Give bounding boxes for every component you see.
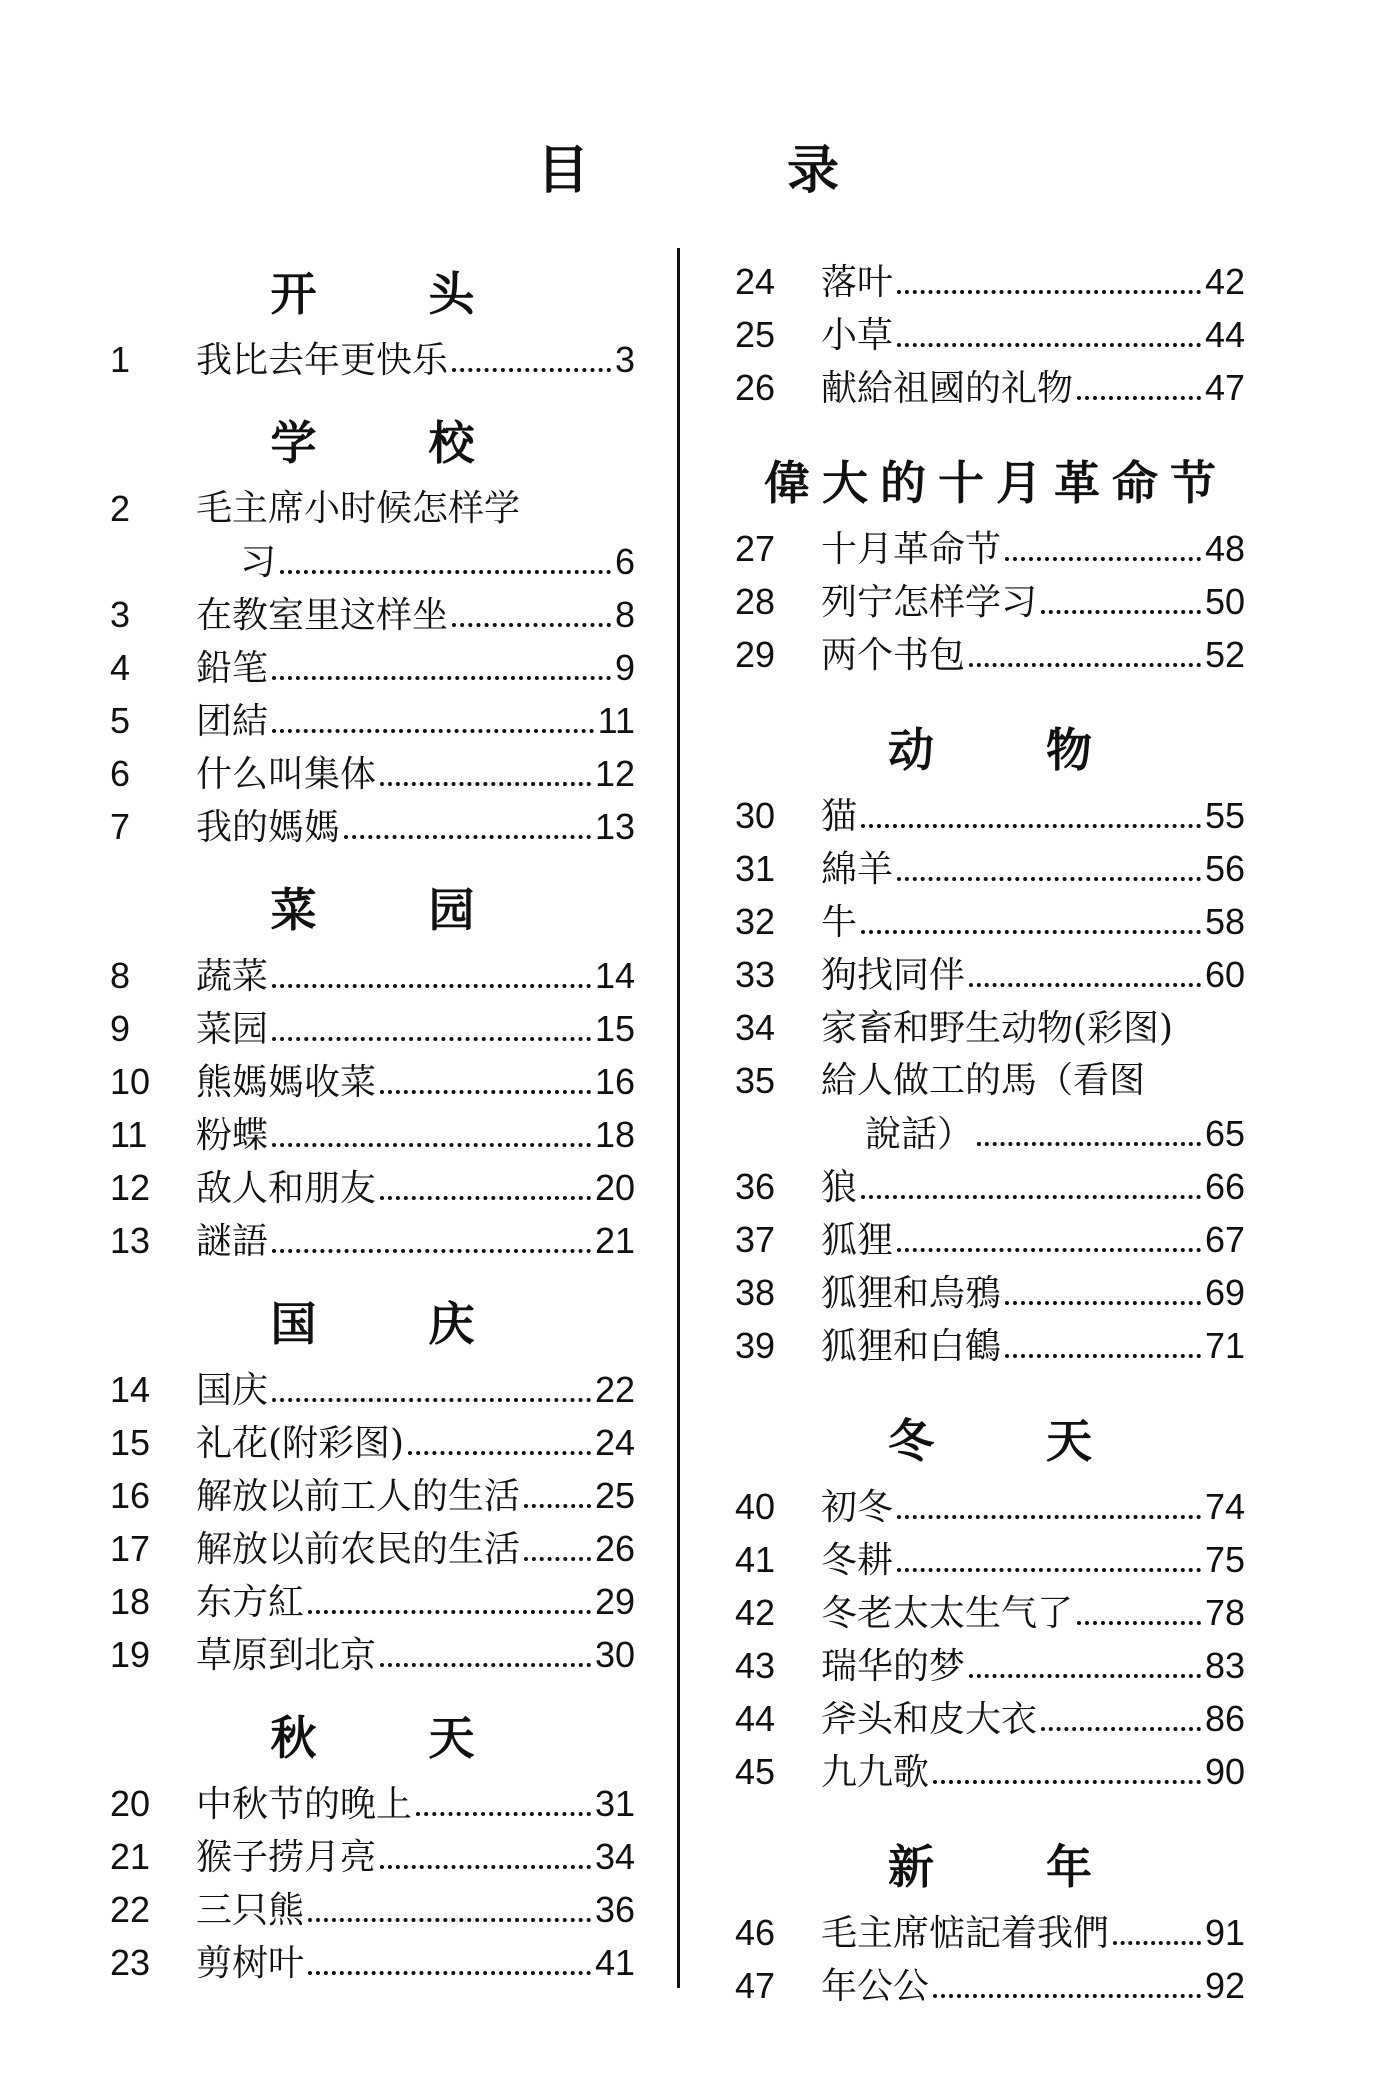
toc-leader-dots	[380, 1663, 591, 1667]
toc-entry-number: 18	[110, 1581, 151, 1622]
toc-leader-dots	[977, 1142, 1201, 1146]
section-gap	[735, 414, 1245, 444]
toc-leader-dots	[524, 1557, 591, 1561]
toc-leader-dots	[272, 1143, 591, 1147]
section-heading: 国 庆	[270, 1297, 523, 1351]
toc-entry-page: 14	[594, 955, 635, 996]
toc-entry-title: 在教室里这样坐	[196, 595, 449, 636]
toc-entry-page: 36	[594, 1889, 635, 1930]
toc-entry-title-continued: 說話）	[865, 1114, 974, 1155]
toc-entry-number: 24	[735, 261, 776, 302]
toc-leader-dots	[897, 877, 1201, 881]
toc-entry-page: 18	[594, 1114, 635, 1155]
toc-entry-title: 列宁怎样学习	[821, 582, 1038, 623]
toc-entry-number: 19	[110, 1634, 151, 1675]
toc-entry	[110, 1575, 635, 1628]
toc-entry-title: 猴子捞月亮	[196, 1837, 377, 1878]
toc-entry	[110, 1416, 635, 1469]
toc-entry-title: 瑞华的梦	[821, 1646, 966, 1687]
left-column	[110, 255, 635, 1989]
toc-entry-page: 52	[1204, 634, 1245, 675]
toc-entry-page: 69	[1204, 1272, 1245, 1313]
toc-entry-page: 3	[614, 339, 635, 380]
toc-entry-title: 狐狸	[821, 1220, 894, 1261]
toc-entry-title: 狼	[821, 1167, 858, 1208]
toc-entry-page: 13	[594, 806, 635, 847]
toc-entry-number: 7	[110, 806, 131, 847]
toc-entry-title: 什么叫集体	[196, 754, 377, 795]
toc-leader-dots	[933, 1780, 1201, 1784]
toc-entry-title: 毛主席小时候怎样学	[196, 488, 521, 529]
toc-entry-page: 74	[1204, 1486, 1245, 1527]
toc-leader-dots	[897, 1515, 1201, 1519]
toc-leader-dots	[452, 368, 611, 372]
toc-entry-title: 落叶	[821, 262, 894, 303]
toc-entry-number: 38	[735, 1272, 776, 1313]
toc-entry-title: 九九歌	[821, 1752, 930, 1793]
toc-entry-title: 十月革命节	[821, 529, 1002, 570]
toc-entry-title: 三只熊	[196, 1890, 305, 1931]
toc-entry-number: 13	[110, 1220, 151, 1261]
toc-entry-title: 狐狸和烏鴉	[821, 1273, 1002, 1314]
section-heading: 秋 天	[270, 1711, 523, 1765]
toc-entry-page: 90	[1204, 1751, 1245, 1792]
toc-leader-dots	[408, 1451, 591, 1455]
toc-leader-dots	[272, 1398, 591, 1402]
toc-entry-page: 8	[614, 594, 635, 635]
toc-entry-number: 40	[735, 1486, 776, 1527]
section-heading: 偉大的十月革命节	[764, 456, 1228, 510]
toc-entry	[735, 1266, 1245, 1319]
toc-entry	[110, 694, 635, 747]
toc-entry-page: 55	[1204, 795, 1245, 836]
toc-entry	[110, 1363, 635, 1416]
section-gap	[110, 386, 635, 404]
toc-entry-title: 解放以前农民的生活	[196, 1529, 521, 1570]
toc-entry-number: 45	[735, 1751, 776, 1792]
toc-entry-title: 中秋节的晚上	[196, 1784, 413, 1825]
toc-leader-dots	[897, 1248, 1201, 1252]
toc-leader-dots	[897, 343, 1201, 347]
toc-entry-number: 12	[110, 1167, 151, 1208]
toc-entry-page: 71	[1204, 1325, 1245, 1366]
toc-entry-page: 50	[1204, 581, 1245, 622]
toc-leader-dots	[380, 1196, 591, 1200]
toc-entry	[735, 789, 1245, 842]
toc-entry-title: 两个书包	[821, 635, 966, 676]
toc-leader-dots	[1005, 1301, 1201, 1305]
section-heading: 开 头	[270, 267, 523, 321]
toc-entry-number: 29	[735, 634, 776, 675]
toc-leader-dots	[897, 1568, 1201, 1572]
toc-entry-number: 25	[735, 314, 776, 355]
toc-entry-number: 31	[735, 848, 776, 889]
toc-entry-title: 斧头和皮大衣	[821, 1699, 1038, 1740]
toc-leader-dots	[308, 1918, 591, 1922]
toc-entry-title: 献給祖國的礼物	[821, 368, 1074, 409]
toc-leader-dots	[272, 1249, 591, 1253]
toc-entry-title: 給人做工的馬（看图	[821, 1060, 1146, 1101]
toc-entry-number: 21	[110, 1836, 151, 1877]
toc-entry-number: 15	[110, 1422, 151, 1463]
toc-entry	[735, 948, 1245, 1001]
toc-entry-number: 9	[110, 1008, 131, 1049]
toc-leader-dots	[452, 623, 611, 627]
toc-entry	[735, 522, 1245, 575]
toc-entry	[110, 747, 635, 800]
toc-entry-title: 冬老太太生气了	[821, 1593, 1074, 1634]
toc-entry-number: 30	[735, 795, 776, 836]
toc-entry	[110, 1161, 635, 1214]
toc-entry-number: 43	[735, 1645, 776, 1686]
toc-entry-title: 我比去年更快乐	[196, 340, 449, 381]
toc-entry-line	[735, 1107, 1245, 1160]
toc-entry-number: 28	[735, 581, 776, 622]
toc-entry	[110, 1108, 635, 1161]
toc-leader-dots	[1041, 610, 1201, 614]
toc-leader-dots	[272, 984, 591, 988]
section-gap	[110, 1267, 635, 1285]
toc-entry-number: 14	[110, 1369, 151, 1410]
toc-entry	[735, 361, 1245, 414]
toc-entry	[110, 641, 635, 694]
toc-entry-page: 44	[1204, 314, 1245, 355]
toc-entry-title-continued: 习	[240, 542, 277, 583]
toc-entry	[110, 333, 635, 386]
right-column	[735, 255, 1245, 2012]
section-heading: 学 校	[270, 416, 523, 470]
toc-entry-number: 47	[735, 1965, 776, 2006]
toc-entry	[735, 1692, 1245, 1745]
toc-leader-dots	[1113, 1941, 1201, 1945]
toc-entry-title: 毛主席惦記着我們	[821, 1913, 1110, 1954]
section-gap	[735, 681, 1245, 711]
toc-entry	[735, 308, 1245, 361]
toc-entry	[735, 1213, 1245, 1266]
toc-entry-number: 33	[735, 954, 776, 995]
section-gap	[735, 1372, 1245, 1402]
toc-entry-page: 66	[1204, 1166, 1245, 1207]
toc-entry-page: 65	[1204, 1113, 1245, 1154]
toc-leader-dots	[1005, 1354, 1201, 1358]
toc-leader-dots	[1077, 396, 1201, 400]
toc-entry-page: 86	[1204, 1698, 1245, 1739]
toc-leader-dots	[416, 1812, 591, 1816]
section-gap	[110, 853, 635, 871]
toc-entry-title: 剪树叶	[196, 1943, 305, 1984]
toc-entry-title: 蔬菜	[196, 956, 269, 997]
toc-entry	[110, 1055, 635, 1108]
toc-entry	[735, 1959, 1245, 2012]
toc-entry-page: 58	[1204, 901, 1245, 942]
toc-entry-page: 78	[1204, 1592, 1245, 1633]
toc-entry-number: 8	[110, 955, 131, 996]
toc-leader-dots	[380, 782, 591, 786]
toc-leader-dots	[344, 835, 591, 839]
toc-leader-dots	[861, 930, 1201, 934]
toc-entry-title: 菜园	[196, 1009, 269, 1050]
page-title: 目 录	[536, 140, 930, 201]
toc-entry	[735, 628, 1245, 681]
toc-entry	[110, 1628, 635, 1681]
toc-entry-number: 42	[735, 1592, 776, 1633]
toc-entry	[110, 1214, 635, 1267]
toc-entry-number: 11	[110, 1114, 148, 1155]
toc-entry-title: 家畜和野生动物(彩图)	[821, 1008, 1174, 1049]
toc-entry-title: 牛	[821, 902, 858, 943]
toc-entry	[110, 1830, 635, 1883]
toc-entry-page: 92	[1204, 1965, 1245, 2006]
toc-entry-page: 56	[1204, 848, 1245, 889]
toc-entry	[735, 1001, 1245, 1054]
toc-entry-number: 44	[735, 1698, 776, 1739]
toc-leader-dots	[272, 676, 611, 680]
toc-entry-page: 41	[594, 1942, 635, 1983]
toc-leader-dots	[380, 1090, 591, 1094]
toc-entry-page: 25	[594, 1475, 635, 1516]
toc-entry-page: 83	[1204, 1645, 1245, 1686]
toc-entry-page: 48	[1204, 528, 1245, 569]
toc-entry-number: 26	[735, 367, 776, 408]
toc-entry-page: 47	[1204, 367, 1245, 408]
toc-entry-page: 9	[614, 647, 635, 688]
toc-entry	[110, 1883, 635, 1936]
toc-entry-number: 46	[735, 1912, 776, 1953]
toc-entry-title: 礼花(附彩图)	[196, 1423, 405, 1464]
toc-entry-title: 狗找同伴	[821, 955, 966, 996]
section-gap	[110, 1681, 635, 1699]
toc-leader-dots	[861, 1195, 1201, 1199]
toc-entry	[735, 575, 1245, 628]
section-heading: 冬 天	[887, 1414, 1140, 1468]
toc-entry-page: 6	[614, 541, 635, 582]
toc-leader-dots	[1077, 1621, 1201, 1625]
toc-entry-number: 1	[110, 339, 131, 380]
toc-leader-dots	[969, 983, 1201, 987]
toc-entry-title: 团結	[196, 701, 269, 742]
toc-entry	[735, 842, 1245, 895]
toc-entry-page: 29	[594, 1581, 635, 1622]
toc-entry-number: 4	[110, 647, 131, 688]
toc-entry-page: 22	[594, 1369, 635, 1410]
toc-entry-page: 24	[594, 1422, 635, 1463]
section-gap	[735, 1798, 1245, 1828]
toc-entry-page: 34	[594, 1836, 635, 1877]
toc-entry-title: 我的媽媽	[196, 807, 341, 848]
toc-entry-title: 謎語	[196, 1221, 269, 1262]
toc-entry-number: 10	[110, 1061, 151, 1102]
toc-entry	[110, 1936, 635, 1989]
toc-entry-title: 粉蝶	[196, 1115, 269, 1156]
toc-entry-page: 31	[594, 1783, 635, 1824]
toc-entry	[735, 1054, 1245, 1160]
toc-entry	[110, 1777, 635, 1830]
toc-entry	[735, 1586, 1245, 1639]
toc-entry-page: 42	[1204, 261, 1245, 302]
toc-entry-page: 30	[594, 1634, 635, 1675]
toc-leader-dots	[308, 1610, 591, 1614]
section-heading: 菜 园	[270, 883, 523, 937]
toc-entry-title: 东方紅	[196, 1582, 305, 1623]
toc-entry-number: 32	[735, 901, 776, 942]
toc-entry	[735, 1480, 1245, 1533]
toc-entry-title: 解放以前工人的生活	[196, 1476, 521, 1517]
toc-entry-line	[735, 1054, 1245, 1107]
toc-leader-dots	[1041, 1727, 1201, 1731]
toc-entry-title: 小草	[821, 315, 894, 356]
toc-entry-page: 75	[1204, 1539, 1245, 1580]
toc-entry	[735, 1533, 1245, 1586]
toc-entry-number: 17	[110, 1528, 151, 1569]
toc-entry-number: 23	[110, 1942, 151, 1983]
toc-entry	[735, 895, 1245, 948]
column-divider	[677, 248, 680, 1988]
toc-entry-number: 34	[735, 1007, 776, 1048]
toc-entry-title: 草原到北京	[196, 1635, 377, 1676]
toc-entry-number: 27	[735, 528, 776, 569]
toc-entry-title: 年公公	[821, 1966, 930, 2007]
toc-entry-title: 猫	[821, 796, 858, 837]
toc-leader-dots	[861, 824, 1201, 828]
toc-entry-number: 2	[110, 488, 131, 529]
toc-entry-page: 12	[594, 753, 635, 794]
toc-entry-title: 綿羊	[821, 849, 894, 890]
toc-entry-title: 初冬	[821, 1487, 894, 1528]
toc-entry	[735, 1906, 1245, 1959]
toc-entry-page: 15	[594, 1008, 635, 1049]
toc-entry	[735, 1745, 1245, 1798]
toc-entry-page: 21	[594, 1220, 635, 1261]
toc-entry	[735, 1160, 1245, 1213]
toc-entry-page: 11	[597, 700, 635, 741]
toc-entry-number: 3	[110, 594, 131, 635]
toc-leader-dots	[933, 1994, 1201, 1998]
toc-leader-dots	[272, 1037, 591, 1041]
toc-entry-line	[110, 482, 635, 535]
toc-entry-page: 16	[594, 1061, 635, 1102]
section-heading: 动 物	[887, 723, 1140, 777]
toc-entry-page: 91	[1204, 1912, 1245, 1953]
toc-entry-title: 熊媽媽收菜	[196, 1062, 377, 1103]
toc-entry	[735, 255, 1245, 308]
toc-entry-page: 20	[594, 1167, 635, 1208]
toc-entry-title: 鉛笔	[196, 648, 269, 689]
toc-entry-number: 22	[110, 1889, 151, 1930]
toc-leader-dots	[272, 729, 594, 733]
toc-entry-title: 狐狸和白鶴	[821, 1326, 1002, 1367]
toc-entry	[110, 800, 635, 853]
toc-leader-dots	[897, 290, 1201, 294]
toc-entry-number: 36	[735, 1166, 776, 1207]
toc-entry-number: 39	[735, 1325, 776, 1366]
toc-leader-dots	[524, 1504, 591, 1508]
toc-entry-number: 16	[110, 1475, 151, 1516]
toc-leader-dots	[380, 1865, 591, 1869]
toc-entry	[110, 1469, 635, 1522]
toc-entry-number: 5	[110, 700, 131, 741]
toc-leader-dots	[969, 663, 1201, 667]
toc-entry	[110, 1002, 635, 1055]
toc-entry-number: 35	[735, 1060, 776, 1101]
toc-entry-line	[110, 535, 635, 588]
toc-entry-page: 60	[1204, 954, 1245, 995]
toc-entry	[110, 482, 635, 588]
toc-entry-number: 37	[735, 1219, 776, 1260]
toc-entry	[735, 1639, 1245, 1692]
toc-leader-dots	[1005, 557, 1201, 561]
toc-entry-number: 41	[735, 1539, 776, 1580]
toc-entry-page: 67	[1204, 1219, 1245, 1260]
toc-leader-dots	[280, 570, 611, 574]
toc-entry	[735, 1319, 1245, 1372]
toc-entry-title: 敌人和朋友	[196, 1168, 377, 1209]
toc-entry-title: 冬耕	[821, 1540, 894, 1581]
toc-entry-number: 20	[110, 1783, 151, 1824]
toc-entry-page: 26	[594, 1528, 635, 1569]
toc-entry-number: 6	[110, 753, 131, 794]
toc-entry	[110, 1522, 635, 1575]
toc-entry	[110, 588, 635, 641]
toc-entry	[110, 949, 635, 1002]
toc-entry-title: 国庆	[196, 1370, 269, 1411]
toc-leader-dots	[969, 1674, 1201, 1678]
section-heading: 新 年	[887, 1840, 1140, 1894]
toc-leader-dots	[308, 1971, 591, 1975]
